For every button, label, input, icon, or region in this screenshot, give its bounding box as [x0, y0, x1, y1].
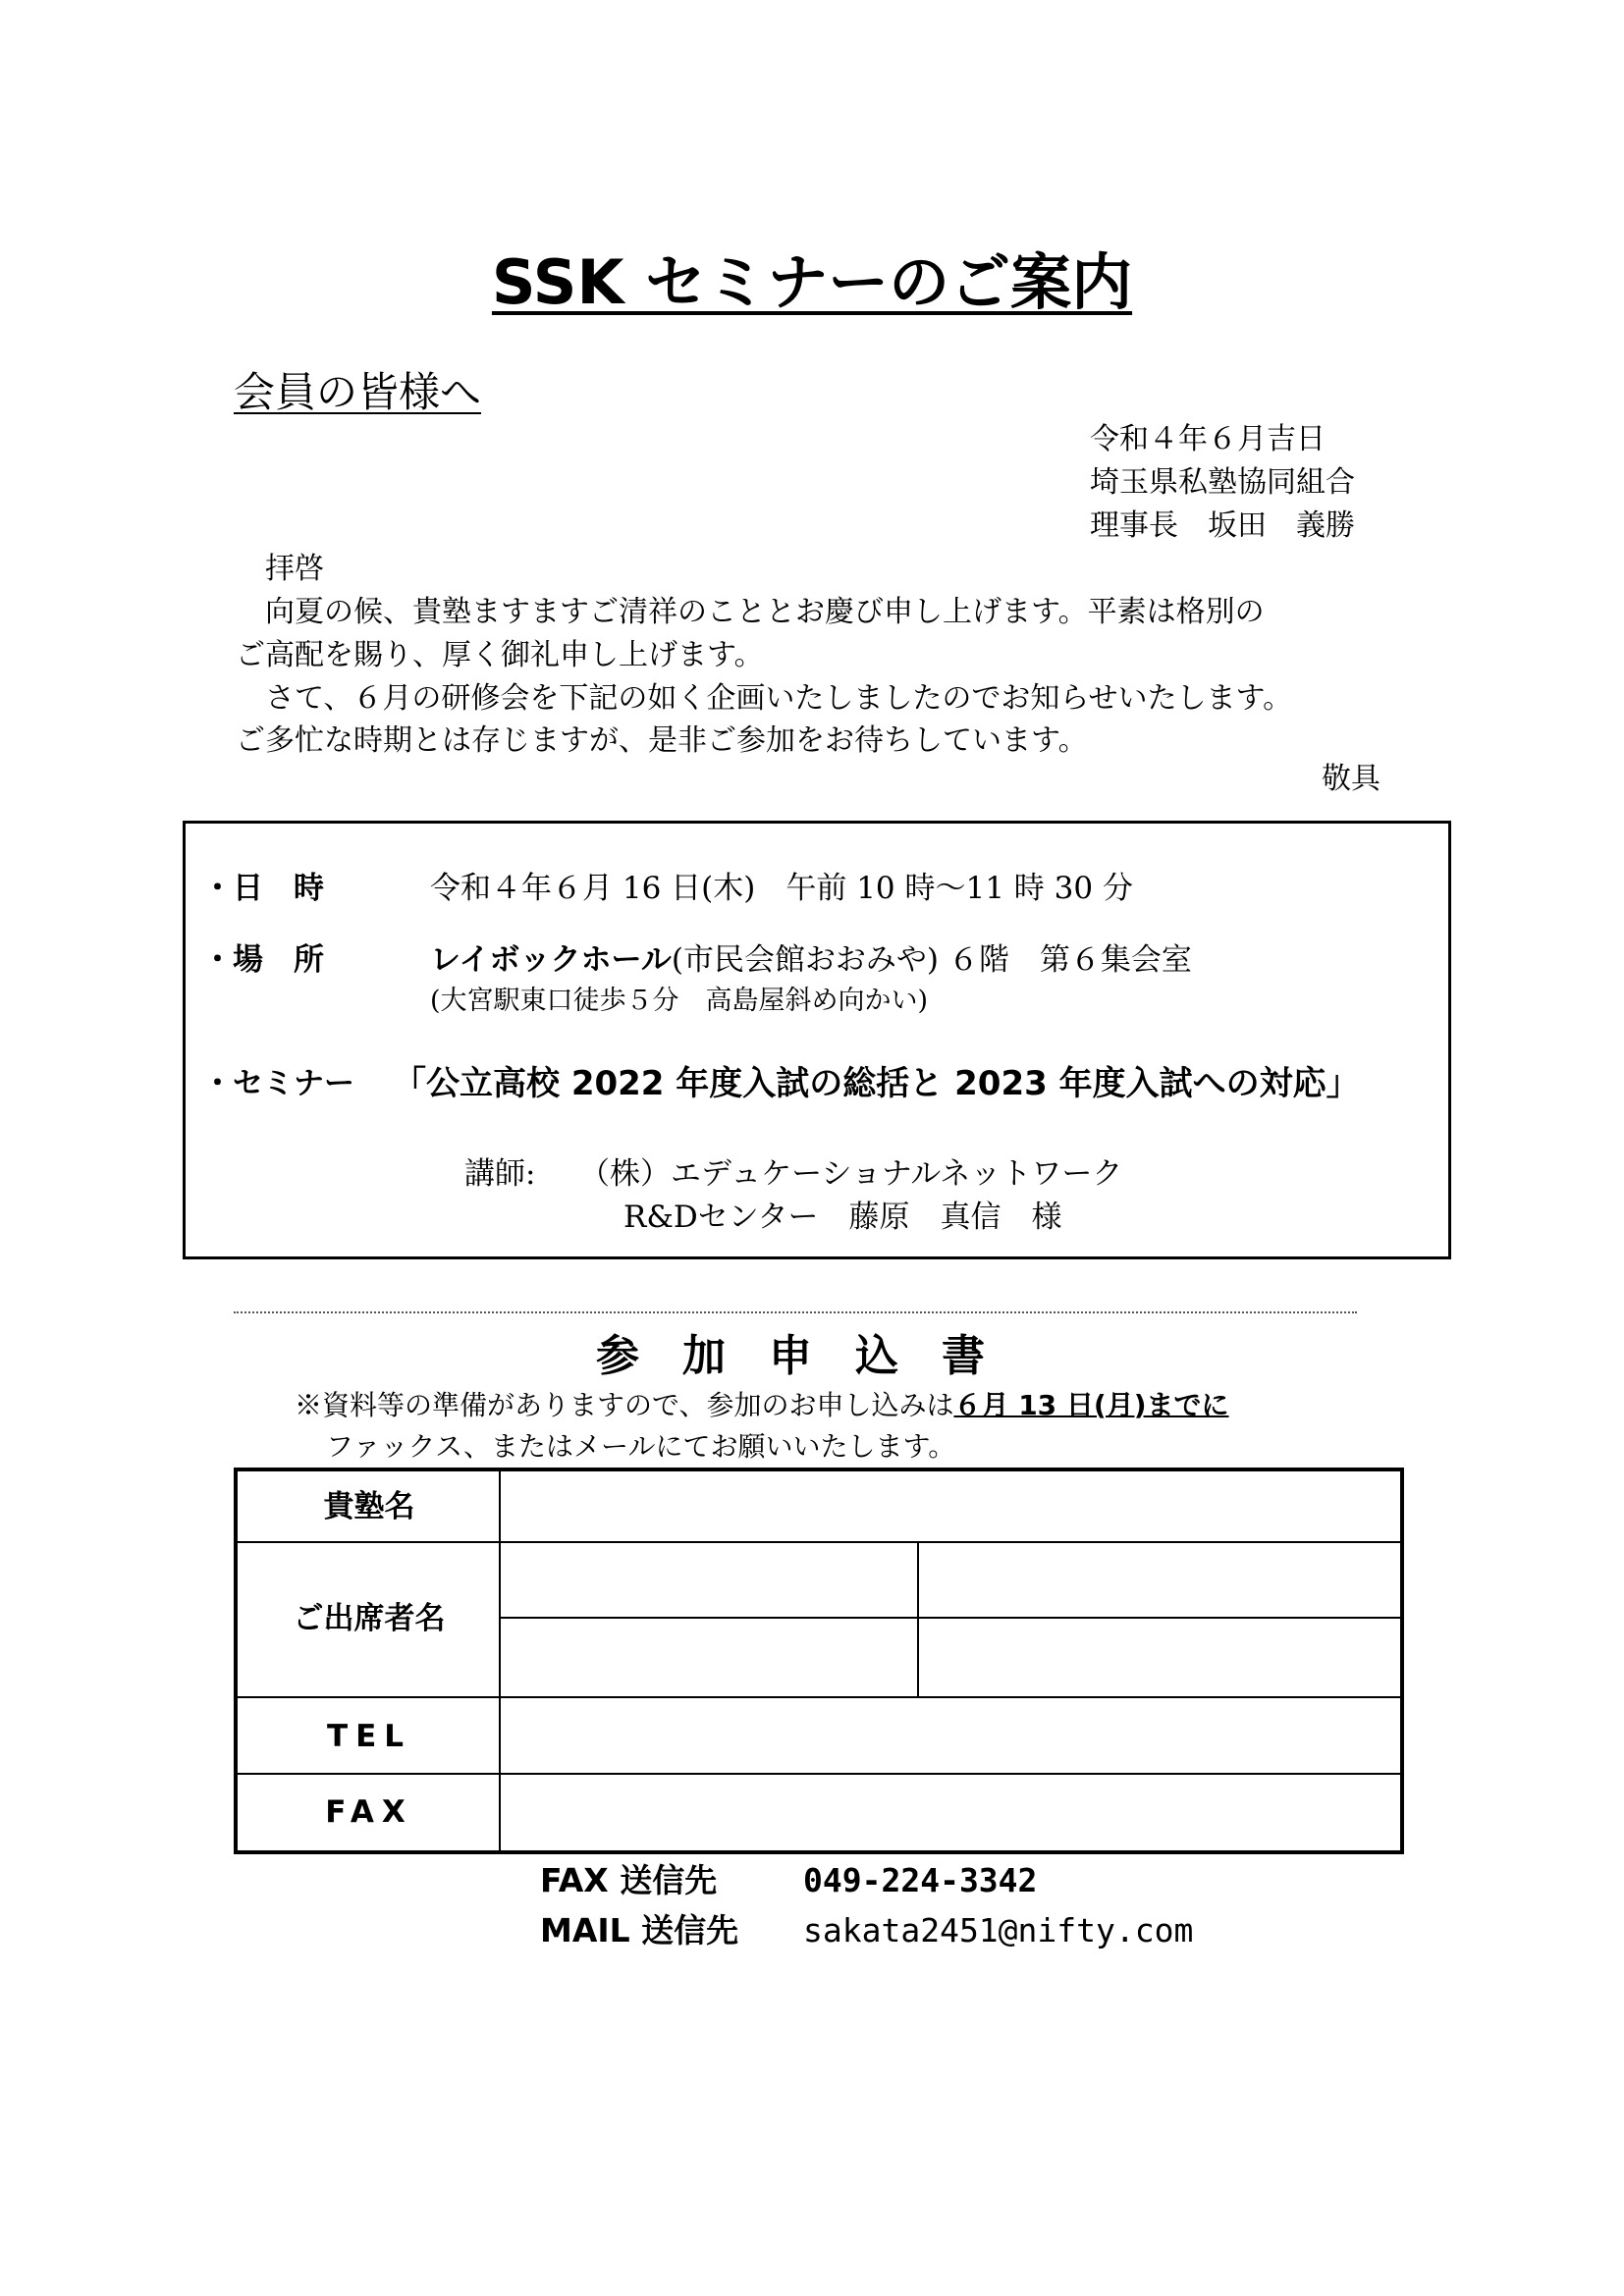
addressee: 会員の皆様へ — [234, 368, 482, 416]
letter-line: ご高配を賜り、厚く御礼申し上げます。 — [236, 638, 764, 672]
lecturer-organization: （株）エデュケーショナルネットワーク — [579, 1156, 1123, 1192]
letter-line: さて、６月の研修会を下記の如く企画いたしましたのでお知らせいたします。 — [265, 681, 1293, 716]
school-name-label: 貴塾名 — [323, 1489, 415, 1524]
notice-text: ※資料等の準備がありますので、参加のお申し込みは — [295, 1389, 954, 1421]
attendee-field[interactable] — [501, 1619, 917, 1696]
mail-destination-label: MAIL 送信先 — [540, 1911, 739, 1949]
salutation: 拝啓 — [265, 552, 324, 586]
deadline: ６月 13 日(月)までに — [953, 1389, 1229, 1421]
form-notice — [295, 1386, 1229, 1425]
cut-line — [234, 1311, 1357, 1313]
fax-label: FAX — [325, 1794, 413, 1830]
attendee-label: ご出席者名 — [293, 1601, 446, 1636]
sender-representative: 理事長 坂田 義勝 — [1090, 508, 1355, 543]
venue-note: (大宮駅東口徒歩５分 高島屋斜め向かい) — [430, 986, 929, 1016]
form-title: 参加申込書 — [596, 1331, 1028, 1381]
lecturer-name: R&Dセンター 藤原 真信 様 — [623, 1200, 1062, 1235]
closing: 敬具 — [1322, 762, 1380, 796]
attendee-field[interactable] — [919, 1543, 1400, 1617]
seminar-label: ・セミナー — [202, 1066, 354, 1101]
venue-detail: (市民会館おおみや) ６階 第６集会室 — [671, 942, 1192, 978]
tel-label: TEL — [326, 1719, 412, 1754]
fax-number: 049-224-3342 — [803, 1861, 1038, 1899]
page-title — [0, 243, 1624, 322]
school-name-field[interactable] — [501, 1471, 1400, 1541]
tel-field[interactable] — [501, 1698, 1400, 1773]
venue-name: レイボックホール — [430, 942, 672, 978]
letter-line: ご多忙な時期とは存じますが、是非ご参加をお待ちしています。 — [236, 723, 1088, 758]
fax-destination-label: FAX 送信先 — [540, 1861, 718, 1899]
letter-date: 令和４年６月吉日 — [1090, 422, 1326, 456]
attendee-field[interactable] — [919, 1619, 1400, 1696]
page-title-text: SSK セミナーのご案内 — [491, 246, 1133, 318]
datetime-value: 令和４年６月 16 日(木) 午前 10 時～11 時 30 分 — [430, 871, 1133, 906]
mail-address[interactable]: sakata2451@nifty.com — [803, 1911, 1194, 1949]
sender-organization: 埼玉県私塾協同組合 — [1090, 465, 1355, 500]
datetime-label: ・日 時 — [202, 871, 324, 906]
venue-value — [430, 938, 1192, 982]
application-form — [234, 1468, 1404, 1854]
seminar-title: 「公立高校 2022 年度入試の総括と 2023 年度入試への対応」 — [393, 1064, 1360, 1103]
attendee-field[interactable] — [501, 1543, 917, 1617]
lecturer-label: 講師: — [464, 1156, 536, 1192]
form-notice-line2: ファックス、またはメールにてお願いいたします。 — [326, 1430, 956, 1463]
letter-line: 向夏の候、貴塾ますますご清祥のこととお慶び申し上げます。平素は格別の — [265, 595, 1265, 629]
venue-label: ・場 所 — [202, 942, 324, 978]
fax-field[interactable] — [501, 1775, 1400, 1850]
